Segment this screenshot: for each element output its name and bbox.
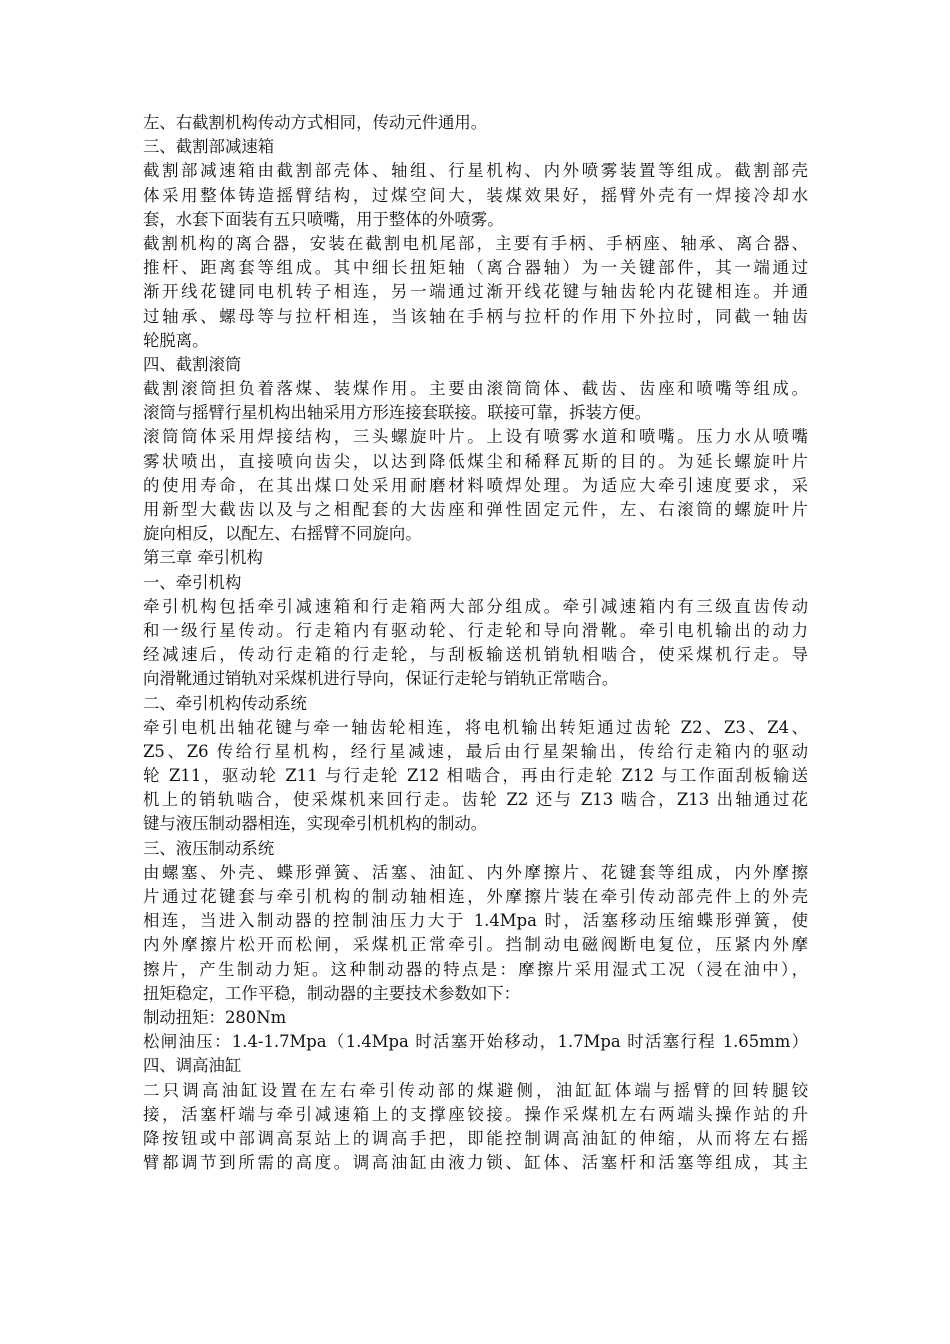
text-line: 轮 Z11，驱动轮 Z11 与行走轮 Z12 相啮合，再由行走轮 Z12 与工作面刮板输送 xyxy=(143,766,808,786)
document-page xyxy=(143,111,808,1175)
text-line: 机上的销轨啮合，使采煤机来回行走。齿轮 Z2 还与 Z13 啮合，Z13 出轴通过花 xyxy=(143,790,808,810)
text-line: 左、右截割机构传动方式相同，传动元件通用。 xyxy=(143,113,488,132)
text-line: 向滑靴通过销轨对采煤机进行导向，保证行走轮与销轨正常啮合。 xyxy=(143,669,619,689)
text-line: 的使用寿命，在其出煤口处采用耐磨材料喷焊处理。为适应大牵引速度要求，采 xyxy=(143,475,808,495)
text-line: 第三章 牵引机构 xyxy=(143,548,263,568)
text-line: 过轴承、螺母等与拉杆相连，当该轴在手柄与拉杆的作用下外拉时，同截一轴齿 xyxy=(143,306,808,326)
text-line: 三、截割部减速箱 xyxy=(143,137,275,157)
text-line: 渐开线花键同电机转子相连，另一端通过渐开线花键与轴齿轮内花键相连。并通 xyxy=(143,282,808,302)
text-line: 牵引机构包括牵引减速箱和行走箱两大部分组成。牵引减速箱内有三级直齿传动 xyxy=(143,596,808,616)
text-line: 四、截割滚筒 xyxy=(143,354,242,374)
text-line: 擦片，产生制动力矩。这种制动器的特点是：摩擦片采用湿式工况（浸在油中）， xyxy=(143,959,808,979)
text-line: 由螺塞、外壳、蝶形弹簧、活塞、油缸、内外摩擦片、花键套等组成，内外摩擦 xyxy=(143,862,808,882)
text-line: 一、牵引机构 xyxy=(143,572,242,592)
text-line: 轮脱离。 xyxy=(143,330,209,350)
text-line: 牵引电机出轴花键与牵一轴齿轮相连，将电机输出转矩通过齿轮 Z2、Z3、Z4、 xyxy=(143,717,808,737)
text-line: 用新型大截齿以及与之相配套的大齿座和弹性固定元件，左、右滚筒的螺旋叶片 xyxy=(143,500,808,519)
text-line: 体采用整体铸造摇臂结构，过煤空间大，装煤效果好，摇臂外壳有一焊接冷却水 xyxy=(143,185,808,205)
text-line: 接，活塞杆端与牵引减速箱上的支撑座铰接。操作采煤机左右两端头操作站的升 xyxy=(143,1104,808,1124)
text-line: 臂都调节到所需的高度。调高油缸由液力锁、缸体、活塞杆和活塞等组成，其主 xyxy=(143,1153,808,1173)
text-line: 三、液压制动系统 xyxy=(143,838,275,858)
text-line: Z5、Z6 传给行星机构，经行星减速，最后由行星架输出，传给行走箱内的驱动 xyxy=(143,741,808,761)
text-line: 内外摩擦片松开而松闸，采煤机正常牵引。挡制动电磁阀断电复位，压紧内外摩 xyxy=(143,935,808,955)
text-line: 二、牵引机构传动系统 xyxy=(143,693,307,713)
text-line: 四、调高油缸 xyxy=(143,1056,242,1076)
text-line: 相连，当进入制动器的控制油压力大于 1.4Mpa 时，活塞移动压缩蝶形弹簧，使 xyxy=(143,911,808,931)
text-line: 和一级行星传动。行走箱内有驱动轮、行走轮和导向滑靴。牵引电机输出的动力 xyxy=(143,620,808,640)
text-line: 截割部减速箱由截割部壳体、轴组、行星机构、内外喷雾装置等组成。截割部壳 xyxy=(143,161,808,181)
text-line: 键与液压制动器相连，实现牵引机机构的制动。 xyxy=(143,814,488,834)
text-line: 二只调高油缸设置在左右牵引传动部的煤避侧，油缸缸体端与摇臂的回转腿铰 xyxy=(143,1080,808,1100)
text-line: 推杆、距离套等组成。其中细长扭矩轴（离合器轴）为一关键部件，其一端通过 xyxy=(143,258,808,278)
text-line: 截割机构的离合器，安装在截割电机尾部，主要有手柄、手柄座、轴承、离合器、 xyxy=(143,233,808,253)
text-line: 截割滚筒担负着落煤、装煤作用。主要由滚筒筒体、截齿、齿座和喷嘴等组成。 xyxy=(143,379,808,399)
text-line: 经减速后，传动行走箱的行走轮，与刮板输送机销轨相啮合，使采煤机行走。导 xyxy=(143,645,808,665)
text-line: 松闸油压：1.4-1.7Mpa（1.4Mpa 时活塞开始移动，1.7Mpa 时活塞行程 1.65mm） xyxy=(143,1032,808,1052)
text-line: 片通过花键套与牵引机构的制动轴相连，外摩擦片装在牵引传动部壳件上的外壳 xyxy=(143,887,808,906)
text-line: 滚筒筒体采用焊接结构，三头螺旋叶片。上设有喷雾水道和喷嘴。压力水从喷嘴 xyxy=(143,427,808,447)
text-line: 制动扭矩：280Nm xyxy=(143,1007,287,1027)
text-line: 雾状喷出，直接喷向齿尖，以达到降低煤尘和稀释瓦斯的目的。为延长螺旋叶片 xyxy=(143,451,808,471)
text-line: 滚筒与摇臂行星机构出轴采用方形连接套联接。联接可靠，拆装方便。 xyxy=(143,403,652,423)
text-line: 旋向相反，以配左、右摇臂不同旋向。 xyxy=(143,524,422,544)
text-line: 扭矩稳定，工作平稳，制动器的主要技术参数如下： xyxy=(143,983,520,1003)
text-line: 套，水套下面装有五只喷嘴，用于整体的外喷雾。 xyxy=(143,209,504,229)
text-line: 降按钮或中部调高泵站上的调高手把，即能控制调高油缸的伸缩，从而将左右摇 xyxy=(143,1128,808,1148)
